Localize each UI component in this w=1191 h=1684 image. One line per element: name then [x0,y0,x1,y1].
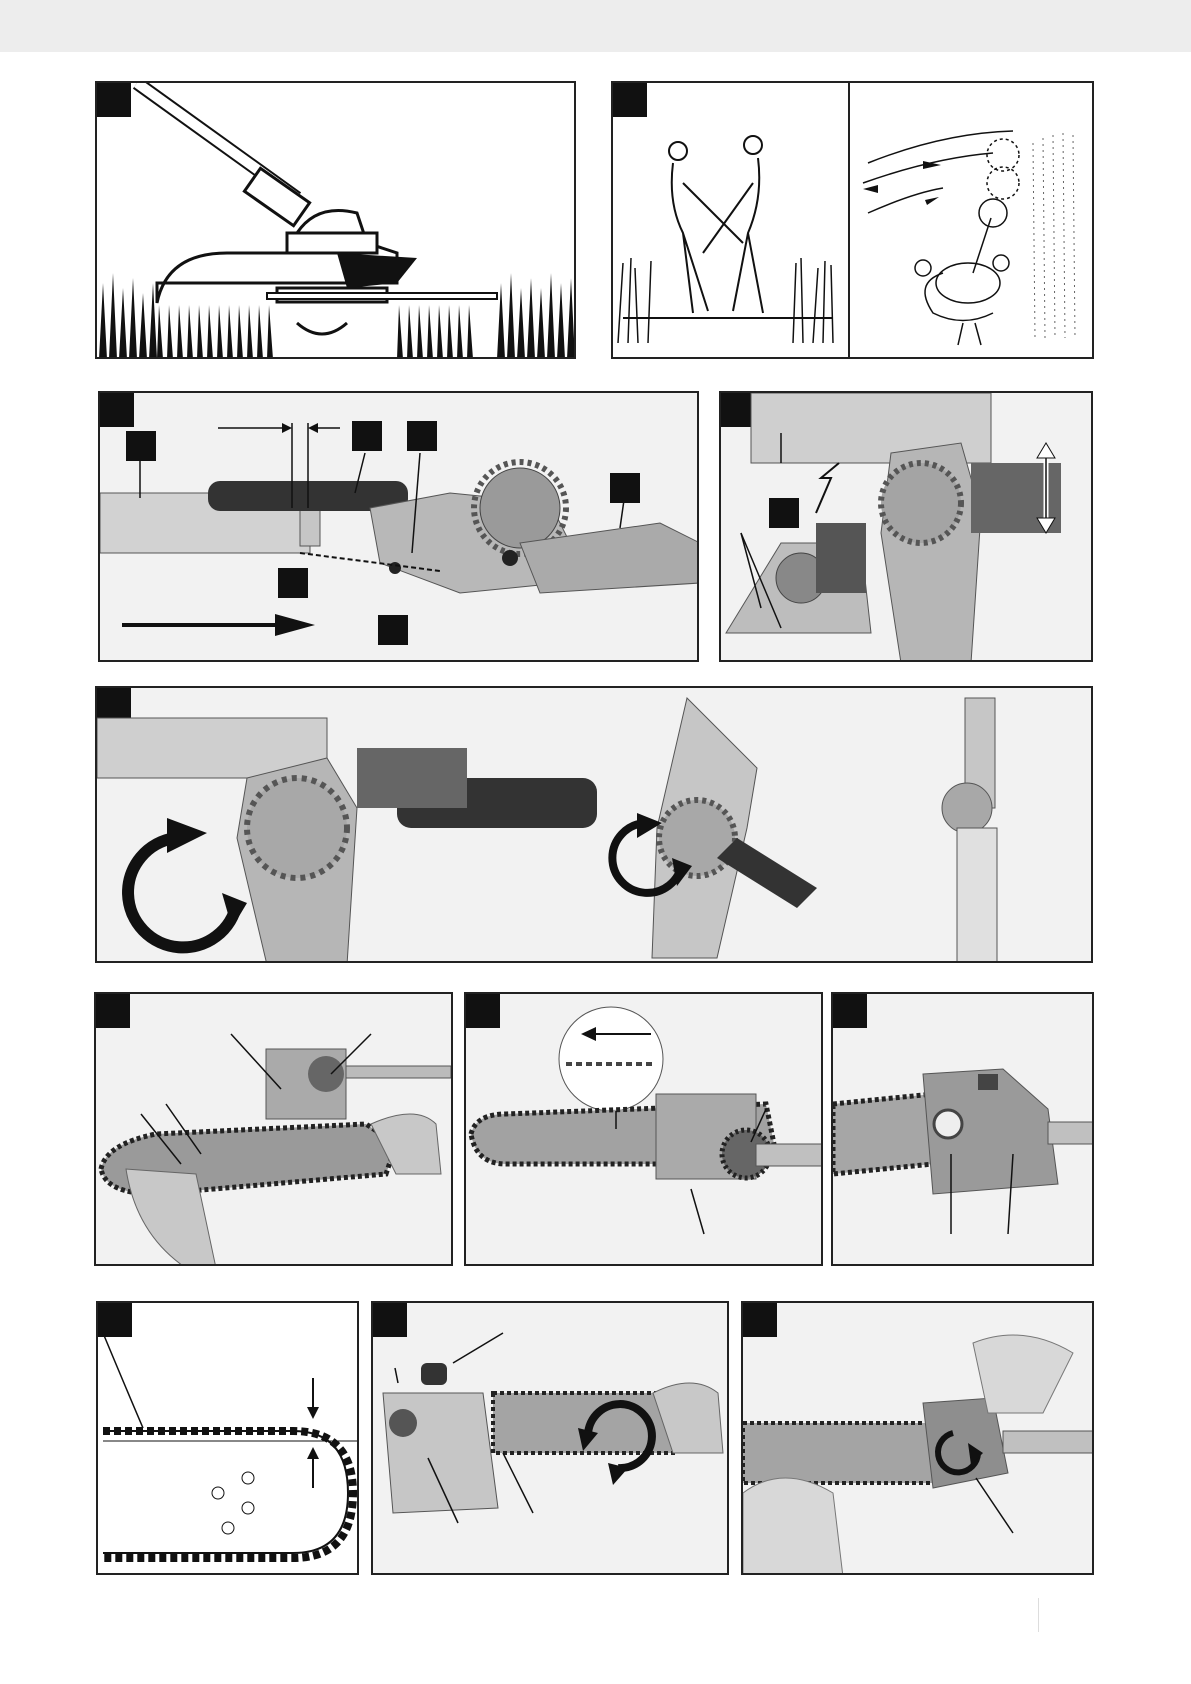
figure-10-panel [371,1301,729,1575]
figure-9-panel [96,1301,359,1575]
figure-11-photo [743,1303,1094,1575]
figure-9-drawing [98,1303,359,1575]
figure-2-panel [611,81,1094,359]
figure-1-drawing [97,83,576,359]
figure-5-panel [95,686,1093,963]
page-edge-mark [1038,1598,1039,1632]
callout-square-icon [610,473,640,503]
top-band [0,0,1191,52]
figure-8-photo [833,994,1094,1266]
figure-3-panel [98,391,699,662]
figure-1-panel [95,81,576,359]
callout-square-icon [352,421,382,451]
callout-square-icon [378,615,408,645]
figure-8-panel [831,992,1094,1266]
callout-square-icon [407,421,437,451]
figure-11-panel [741,1301,1094,1575]
figure-2-drawing [613,83,1094,359]
figure-6-panel [94,992,453,1266]
figure-7-panel [464,992,823,1266]
callout-square-icon [126,431,156,461]
callout-square-icon [278,568,308,598]
figure-6-photo [96,994,453,1266]
figure-5-photo [97,688,1093,963]
callout-square-icon [769,498,799,528]
figure-4-panel [719,391,1093,662]
figure-7-photo [466,994,823,1266]
figure-10-photo [373,1303,729,1575]
